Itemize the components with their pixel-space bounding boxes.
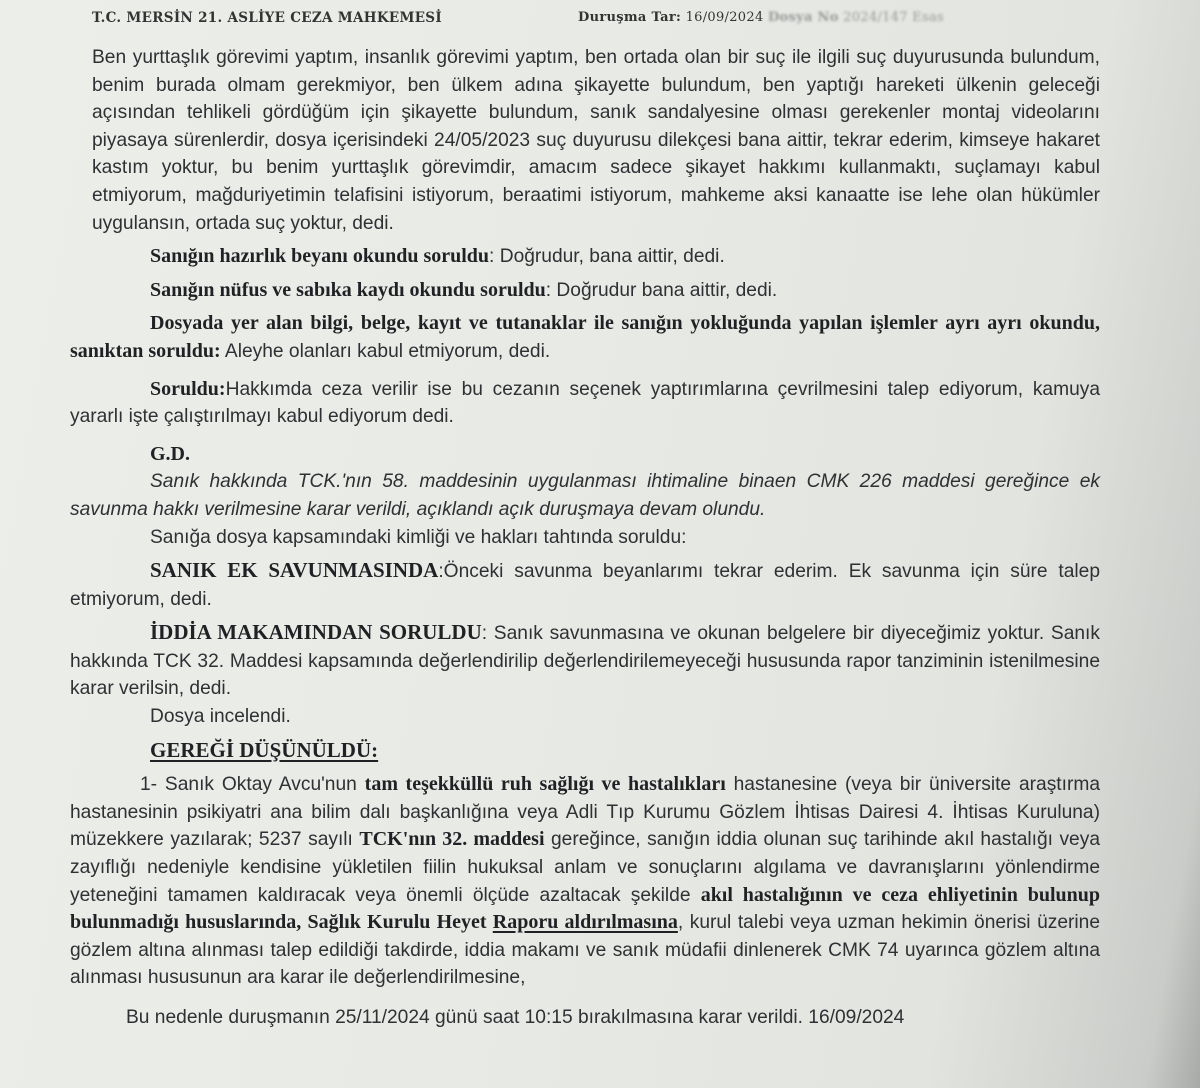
- decision-item-1-article: TCK'nın 32. maddesi: [359, 828, 545, 851]
- document-body: [70, 44, 1100, 1032]
- decision-item-1-part: 1- Sanık Oktay Avcu'nun: [140, 774, 365, 796]
- asked-paragraph: [70, 376, 1100, 431]
- additional-defense-paragraph: [70, 557, 1100, 613]
- additional-defense-label: SANIK EK SAVUNMASINDA: [150, 558, 439, 583]
- adjournment-line: Bu nedenle duruşmanın 25/11/2024 günü saat 10:15 bırakılmasına karar verildi. 16/09/2024: [126, 1007, 905, 1028]
- additional-defense-text: :Önceki savunma beyanlarımı tekrar ederim. Ek savunma için süre talep etmiyorum, dedi.: [70, 561, 1100, 610]
- decision-heading-text: GEREĞİ DÜŞÜNÜLDÜ:: [150, 737, 379, 762]
- gd-heading: [70, 441, 1100, 469]
- registry-record-line: [70, 277, 1100, 305]
- hearing-label: Duruşma Tar:: [578, 10, 682, 25]
- file-examined-line: Dosya incelendi.: [150, 706, 291, 728]
- registry-record-label: Sanığın nüfus ve sabıka kaydı okundu soruldu: [150, 278, 546, 301]
- hearing-info: [578, 10, 944, 25]
- decision-item-1-issue: akıl hastalığının ve ceza ehliyetinin bulunup bulunmadığı hususlarında, Sağlık Kurulu Heyet: [70, 883, 1100, 934]
- prosecution-label: İDDİA MAKAMINDAN SORULDU: [150, 620, 482, 645]
- decision-item-1-hospital: tam teşekküllü ruh sağlığı ve hastalıkları: [364, 773, 726, 796]
- decision-item-1: [70, 771, 1100, 992]
- prosecution-paragraph: [70, 619, 1100, 703]
- registry-record-answer: : Doğrudur bana aittir, dedi.: [545, 279, 778, 301]
- decision-item-1-part: gereğince, sanığın iddia olunan suç tarihinde akıl hastalığı veya zayıflığı nedeniyle kendisine yükletilen fiilin hukuksal anlam ve sonuçlarını algılama ve davranışlarını yönlendirme yeteneğini tamamen kaldıracak veya önemli ölçüde azaltacak şekilde: [70, 829, 1100, 906]
- additional-defense-decision: Sanık hakkında TCK.'nın 58. maddesinin uygulanması ihtimaline binaen CMK 226 maddesi gereğince ek savunma hakkı verilmesine karar verildi, açıklandı açık duruşmaya devam olundu.: [70, 471, 1100, 520]
- file-number: 2024/147 Esas: [843, 10, 945, 25]
- document-header: [92, 10, 1160, 34]
- decision-item-1-part: , kurul talebi veya uzman hekimin önerisi üzerine gözlem altına alınması talep edildiği takdirde, iddia makamı ve sanık müdafii dinlenerek CMK 74 uyarınca gözlem altına alınması hususunun ara karar ile değerlendirilmesine,: [70, 912, 1101, 989]
- asked-answer: Hakkımda ceza verilir ise bu cezanın seçenek yaptırımlarına çevrilmesini talep ediyorum, kamuya yararlı işte çalıştırılmayı kabul ediyorum dedi.: [70, 378, 1100, 428]
- prosecution-text: : Sanık savunmasına ve okunan belgelere bir diyeceğimiz yoktur. Sanık hakkında TCK 32. Maddesi kapsamında değerlendirilip değerlendirilemeyeceği hususunda rapor tanziminin istenilmesine karar verilsin, dedi.: [70, 623, 1100, 700]
- statement-paragraph: Ben yurttaşlık görevimi yaptım, insanlık görevimi yaptım, ben ortada olan bir suç ile ilgili suç duyurusunda bulundum, benim burada olmam gerekmiyor, ben ülkem adına şikayette bulundum, ben yaptığı hareketi ülkenin geleceği açısından tehlikeli gördüğüm için şikayette bulundum, sanık sandalyesine olması gerekenler montaj videolarını piyasaya sürenlerdir, dosya içerisindeki 24/05/2023 suç duyurusu dilekçesi bana aittir, tekrar ederim, kimseye hakaret kastım yoktur, bu benim yurttaşlık görevimdir, amacım sadece şikayet hakkımı kullanmaktı, suçlamayı kabul etmiyorum, mağduriyetimin telafisini istiyorum, beraatimi istiyorum, mahkeme aksi kanaatte ise lehe olan hükümler uygulansın, ortada suç yoktur, dedi.: [92, 47, 1100, 234]
- preliminary-statement-label: Sanığın hazırlık beyanı okundu soruldu: [150, 245, 490, 268]
- preliminary-statement-line: [70, 243, 1100, 271]
- file-label: Dosya No: [767, 10, 839, 25]
- decision-item-1-part: hastanesine (veya bir üniversite araştırma hastanesinin psikiyatri ana bilim dalı başkanlığına veya Adli Tıp Kurumu Gözlem İhtisas Dairesi 4. İhtisas Kuruluna) müzekkere yazılarak; 5237 sayılı: [70, 774, 1101, 851]
- documents-read-paragraph: [70, 310, 1100, 365]
- preliminary-statement-answer: : Doğrudur, bana aittir, dedi.: [489, 246, 725, 268]
- asked-label: Soruldu:: [150, 377, 226, 400]
- hearing-date: 16/09/2024: [685, 10, 764, 25]
- identity-question-line: Sanığa dosya kapsamındaki kimliği ve hakları tahtında soruldu:: [150, 526, 687, 548]
- decision-item-1-report: Raporu aldırılmasına: [492, 911, 678, 934]
- documents-read-label: Dosyada yer alan bilgi, belge, kayıt ve tutanaklar ile sanığın yokluğunda yapılan işlemler ayrı ayrı okundu, sanıktan soruldu:: [70, 312, 1100, 362]
- gd-label: G.D.: [150, 442, 190, 465]
- decision-heading: [70, 737, 1100, 766]
- documents-read-answer: Aleyhe olanları kabul etmiyorum, dedi.: [220, 340, 551, 362]
- court-name: T.C. MERSİN 21. ASLİYE CEZA MAHKEMESİ: [92, 10, 442, 26]
